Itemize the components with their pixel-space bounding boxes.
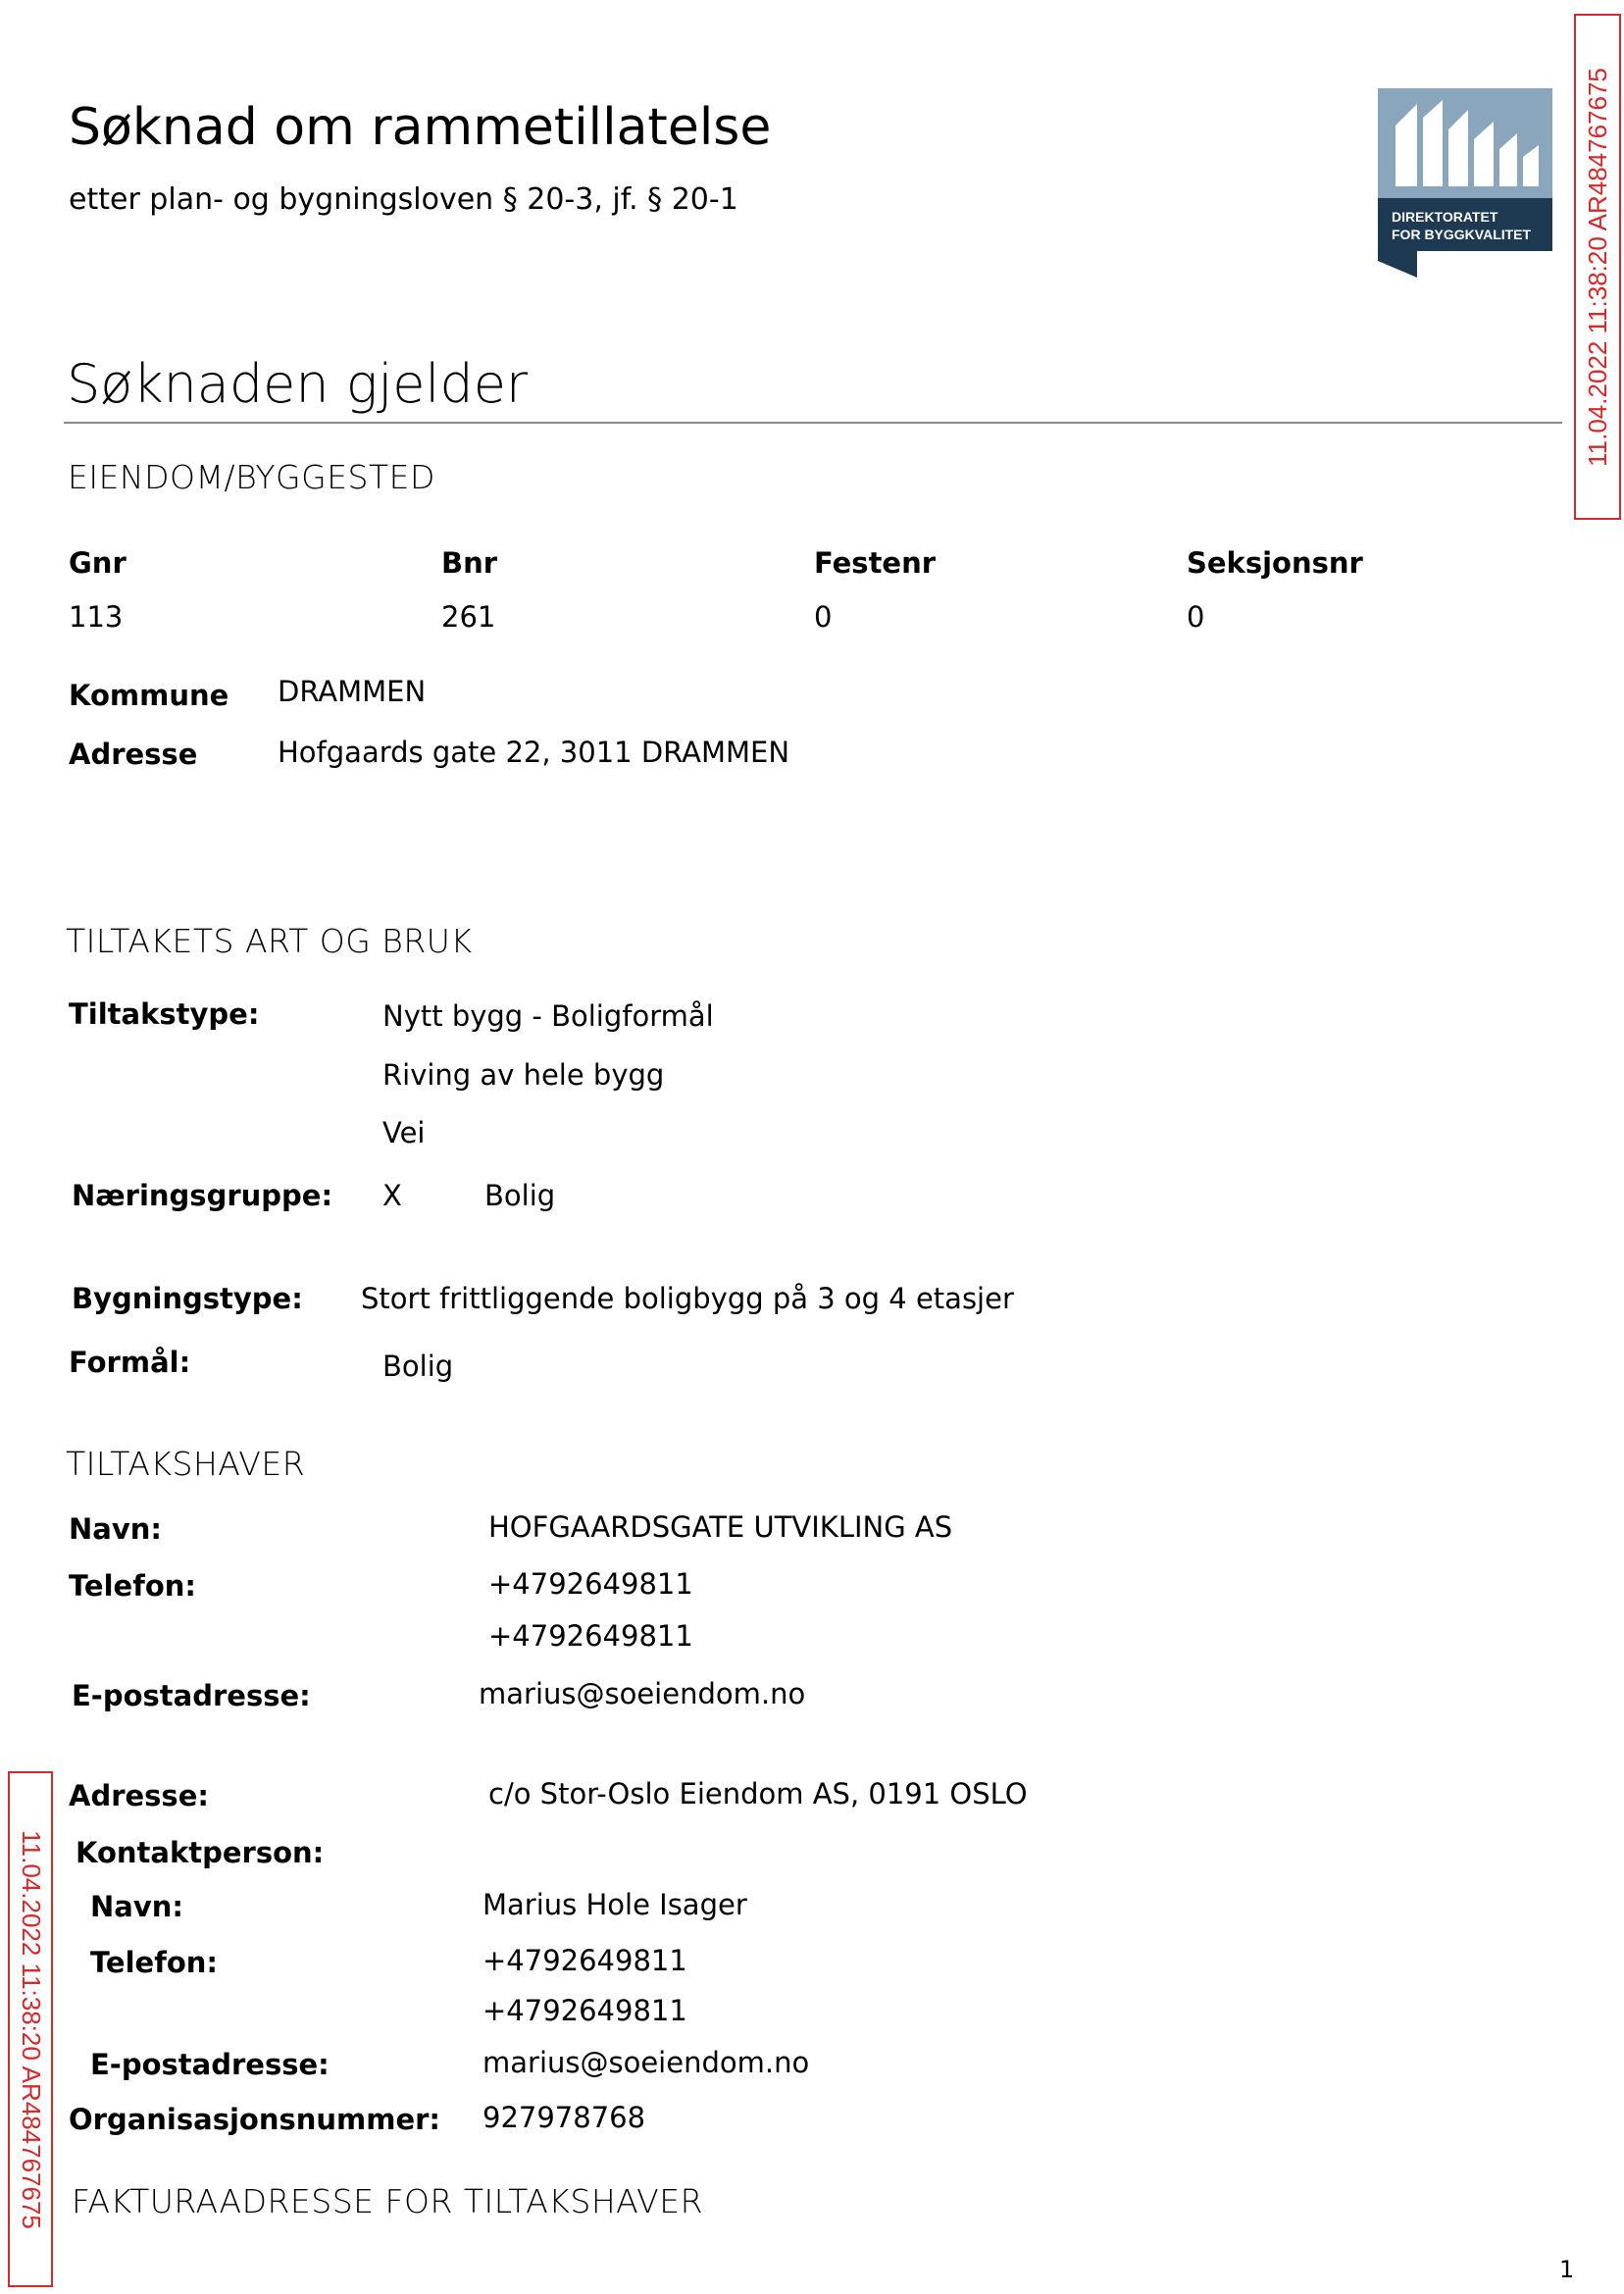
tiltakshaver-telefon-value: +4792649811 (488, 1567, 693, 1601)
bnr-label: Bnr (441, 546, 498, 580)
seksjonsnr-label: Seksjonsnr (1187, 546, 1363, 580)
tiltakshaver-epost-value: marius@soeiendom.no (479, 1677, 806, 1710)
naeringsgruppe-label: Næringsgruppe: (72, 1179, 333, 1212)
gnr-label: Gnr (69, 546, 127, 580)
formal-value: Bolig (382, 1350, 454, 1383)
bygningstype-label: Bygningstype: (72, 1282, 303, 1315)
seksjonsnr-value: 0 (1187, 600, 1205, 634)
orgnr-label: Organisasjonsnummer: (69, 2103, 441, 2136)
logo-text-line1: DIREKTORATET (1392, 209, 1498, 225)
kontakt-navn-value: Marius Hole Isager (482, 1888, 747, 1921)
tiltakshaver-navn-value: HOFGAARDSGATE UTVIKLING AS (488, 1510, 953, 1544)
tiltak-heading: TILTAKETS ART OG BRUK (66, 922, 473, 960)
kontakt-telefon-value: +4792649811 (482, 1994, 687, 2027)
naeringsgruppe-code: X (382, 1179, 402, 1212)
timestamp-stamp-left (8, 1771, 53, 2287)
tiltakshaver-epost-label: E-postadresse: (72, 1679, 311, 1712)
festenr-value: 0 (814, 600, 833, 634)
tiltakshaver-adresse-label: Adresse: (69, 1779, 209, 1812)
formal-label: Formål: (69, 1346, 191, 1379)
document-subtitle: etter plan- og bygningsloven § 20-3, jf. § 20-1 (69, 182, 738, 217)
fakturaadresse-heading: FAKTURAADRESSE FOR TILTAKSHAVER (72, 2182, 703, 2220)
tiltakshaver-telefon-value: +4792649811 (488, 1619, 693, 1653)
adresse-value: Hofgaards gate 22, 3011 DRAMMEN (278, 736, 790, 769)
tiltakstype-value: Riving av hele bygg (382, 1058, 665, 1092)
stamp-text: 11.04.2022 11:38:20 AR484767675 (1582, 67, 1612, 467)
eiendom-heading: EIENDOM/BYGGESTED (68, 458, 435, 496)
stamp-text: 11.04.2022 11:38:20 AR484767675 (16, 1829, 46, 2229)
timestamp-stamp-top (1574, 14, 1621, 520)
tiltakstype-label: Tiltakstype: (69, 997, 260, 1031)
bygningstype-value: Stort frittliggende boligbygg på 3 og 4 etasjer (361, 1282, 1014, 1315)
dibk-logo (1378, 88, 1552, 278)
bnr-value: 261 (441, 600, 496, 634)
kontakt-epost-label: E-postadresse: (90, 2048, 330, 2081)
tiltakshaver-heading: TILTAKSHAVER (66, 1445, 306, 1483)
document-title: Søknad om rammetillatelse (69, 98, 772, 157)
tiltakstype-value: Nytt bygg - Boligformål (382, 999, 714, 1033)
tiltakshaver-adresse-value: c/o Stor-Oslo Eiendom AS, 0191 OSLO (488, 1777, 1028, 1810)
kontakt-epost-value: marius@soeiendom.no (482, 2046, 810, 2079)
kontakt-telefon-label: Telefon: (90, 1946, 218, 1979)
logo-text-line2: FOR BYGGKVALITET (1392, 227, 1532, 242)
section-divider (64, 422, 1562, 424)
kontakt-navn-label: Navn: (90, 1890, 183, 1923)
section-title: Søknaden gjelder (67, 353, 529, 415)
kommune-label: Kommune (69, 679, 229, 712)
tiltakshaver-navn-label: Navn: (69, 1512, 162, 1546)
page-number: 1 (1559, 2256, 1575, 2283)
naeringsgruppe-value: Bolig (484, 1179, 556, 1212)
kontakt-telefon-value: +4792649811 (482, 1944, 687, 1977)
festenr-label: Festenr (814, 546, 937, 580)
tiltakstype-value: Vei (382, 1116, 426, 1149)
adresse-label: Adresse (69, 738, 198, 771)
gnr-value: 113 (69, 600, 124, 634)
tiltakshaver-telefon-label: Telefon: (69, 1569, 196, 1603)
kommune-value: DRAMMEN (278, 675, 427, 708)
kontaktperson-label: Kontaktperson: (76, 1836, 325, 1869)
orgnr-value: 927978768 (482, 2101, 646, 2134)
